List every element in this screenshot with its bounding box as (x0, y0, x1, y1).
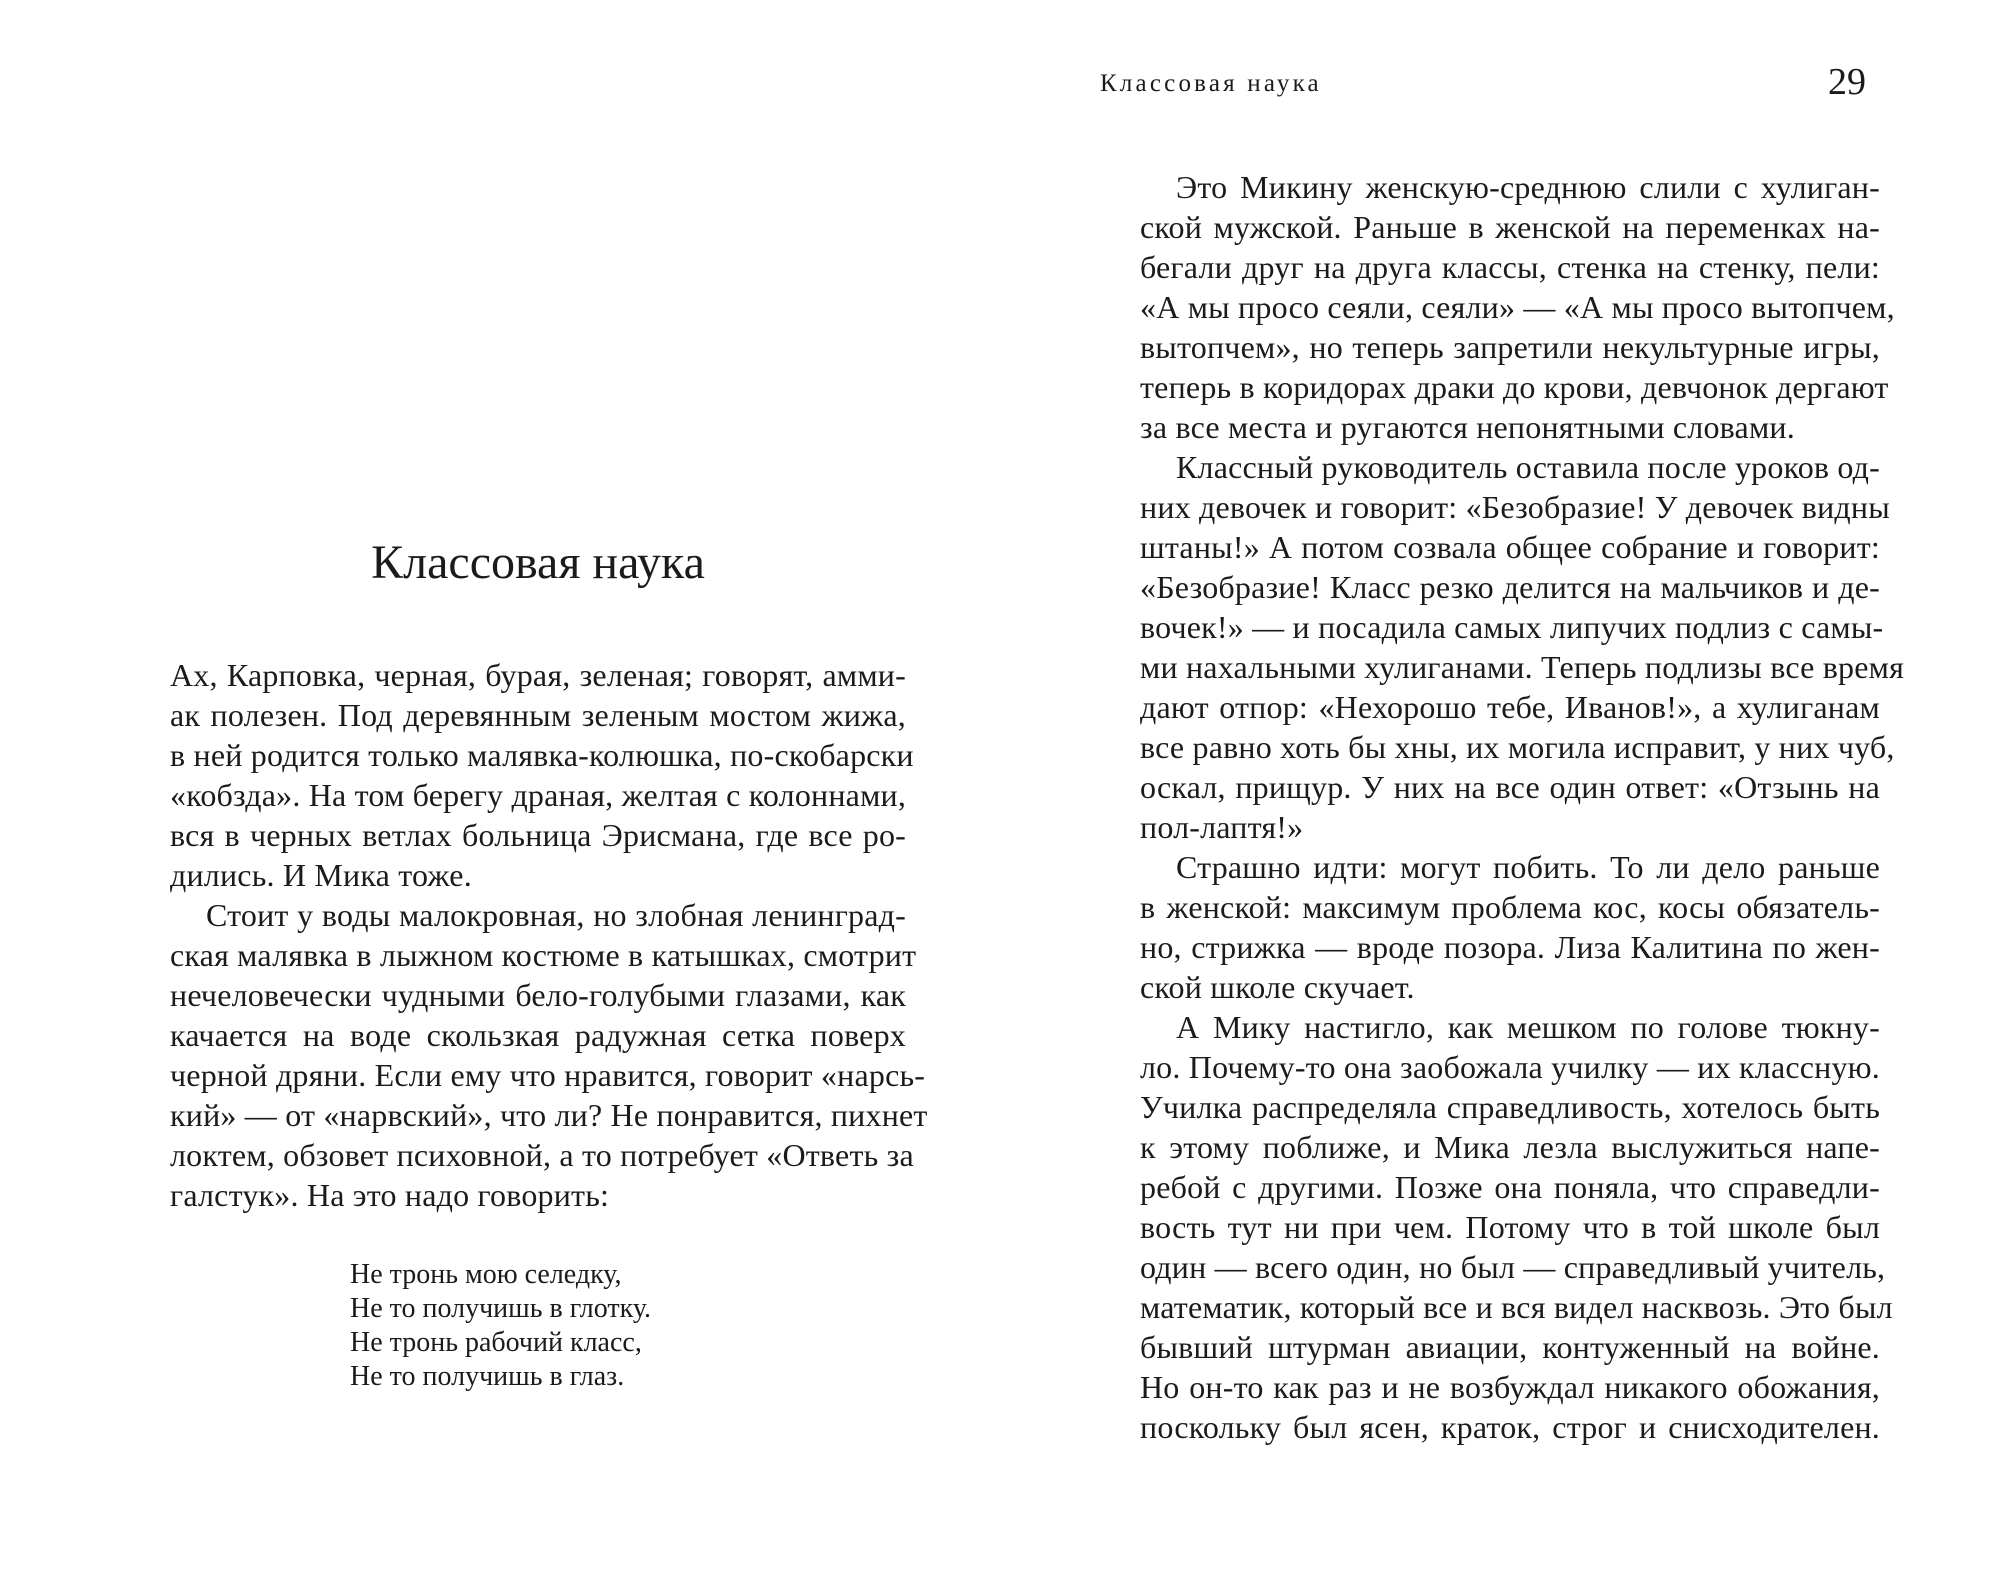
page-number: 29 (1828, 61, 1866, 103)
text-line: нечеловечески чудными бело-голубыми глазами, как (170, 977, 906, 1013)
text-line: вся в черных ветлах больница Эрисмана, где все ро- (170, 817, 906, 853)
text-line: них девочек и говорит: «Безобразие! У девочек видны (1140, 489, 1890, 525)
text-line: «кобзда». На том берегу драная, желтая с колоннами, (170, 777, 907, 813)
poem-line: Не тронь мою селедку, (350, 1259, 622, 1290)
text-line: пол-лаптя!» (1140, 809, 1304, 845)
text-line: Классный руководитель оставила после уроков од- (1176, 449, 1881, 485)
text-line: теперь в коридорах драки до крови, девчонок дергают (1140, 369, 1889, 405)
text-line: Но он-то как раз и не возбуждал никакого обожания, (1140, 1369, 1880, 1405)
text-line: один — всего один, но был — справедливый учитель, (1140, 1249, 1886, 1285)
text-line: математик, который все и вся видел насквозь. Это был (1140, 1289, 1893, 1325)
poem-line: Не то получишь в глотку. (350, 1293, 652, 1324)
text-line: к этому поближе, и Мика лезла выслужиться напе- (1140, 1129, 1880, 1165)
text-line: вость тут ни при чем. Потому что в той школе был (1140, 1209, 1880, 1245)
text-line: в женской: максимум проблема кос, косы обязатель- (1140, 889, 1880, 925)
text-line: качается на воде скользкая радужная сетка поверх (170, 1017, 906, 1053)
text-line: ребой с другими. Позже она поняла, что справедли- (1140, 1169, 1880, 1205)
text-line: Стоит у воды малокровная, но злобная ленинград- (206, 897, 906, 933)
text-line: Ах, Карповка, черная, бурая, зеленая; говорят, амми- (170, 657, 906, 693)
poem-line: Не тронь рабочий класс, (350, 1327, 642, 1358)
text-line: все равно хоть бы хны, их могила исправит, у них чуб, (1140, 729, 1895, 765)
text-line: ак полезен. Под деревянным зеленым мостом жижа, (170, 697, 906, 733)
text-line: бывший штурман авиации, контуженный на войне. (1140, 1329, 1880, 1365)
text-line: вытопчем», но теперь запретили некультурные игры, (1140, 329, 1880, 365)
text-line: ло. Почему-то она заобожала училку — их классную. (1140, 1049, 1880, 1085)
text-line: поскольку был ясен, краток, строг и снисходителен. (1140, 1409, 1880, 1445)
text-line: в ней родится только малявка-колюшка, по-скобарски (170, 737, 914, 773)
text-line: кий» — от «нарвский», что ли? Не понравится, пихнет (170, 1097, 928, 1133)
text-line: «А мы просо сеяли, сеяли» — «А мы просо вытопчем, (1140, 289, 1895, 325)
text-line: «Безобразие! Класс резко делится на мальчиков и де- (1140, 569, 1880, 605)
text-line: Это Микину женскую-среднюю слили с хулиган- (1176, 169, 1880, 205)
text-line: локтем, обзовет психовной, а то потребует «Ответь за (170, 1137, 914, 1173)
text-line: но, стрижка — вроде позора. Лиза Калитина по жен- (1140, 929, 1880, 965)
text-line: за все места и ругаются непонятными словами. (1140, 409, 1795, 445)
text-line: галстук». На это надо говорить: (170, 1177, 610, 1213)
text-line: ская малявка в лыжном костюме в катышках, смотрит (170, 937, 917, 973)
text-line: ской мужской. Раньше в женской на переменках на- (1140, 209, 1880, 245)
running-head: Классовая наука (1100, 70, 1322, 97)
text-line: штаны!» А потом созвала общее собрание и говорит: (1140, 529, 1880, 565)
text-line: черной дряни. Если ему что нравится, говорит «нарсь- (170, 1057, 926, 1093)
text-line: Страшно идти: могут побить. То ли дело раньше (1176, 849, 1880, 885)
text-line: вочек!» — и посадила самых липучих подлиз с самы- (1140, 609, 1884, 645)
text-line: бегали друг на друга классы, стенка на стенку, пели: (1140, 249, 1880, 285)
text-line: А Мику настигло, как мешком по голове тюкну- (1176, 1009, 1880, 1045)
text-line: оскал, прищур. У них на все один ответ: «Отзынь на (1140, 769, 1880, 805)
text-line: дают отпор: «Нехорошо тебе, Иванов!», а хулиганам (1140, 689, 1880, 725)
chapter-title: Классовая наука (371, 536, 705, 589)
text-line: ской школе скучает. (1140, 969, 1415, 1005)
poem-line: Не то получишь в глаз. (350, 1361, 625, 1392)
text-line: дились. И Мика тоже. (170, 857, 472, 893)
text-line: Училка распределяла справедливость, хотелось быть (1140, 1089, 1880, 1125)
text-line: ми нахальными хулиганами. Теперь подлизы все время (1140, 649, 1904, 685)
